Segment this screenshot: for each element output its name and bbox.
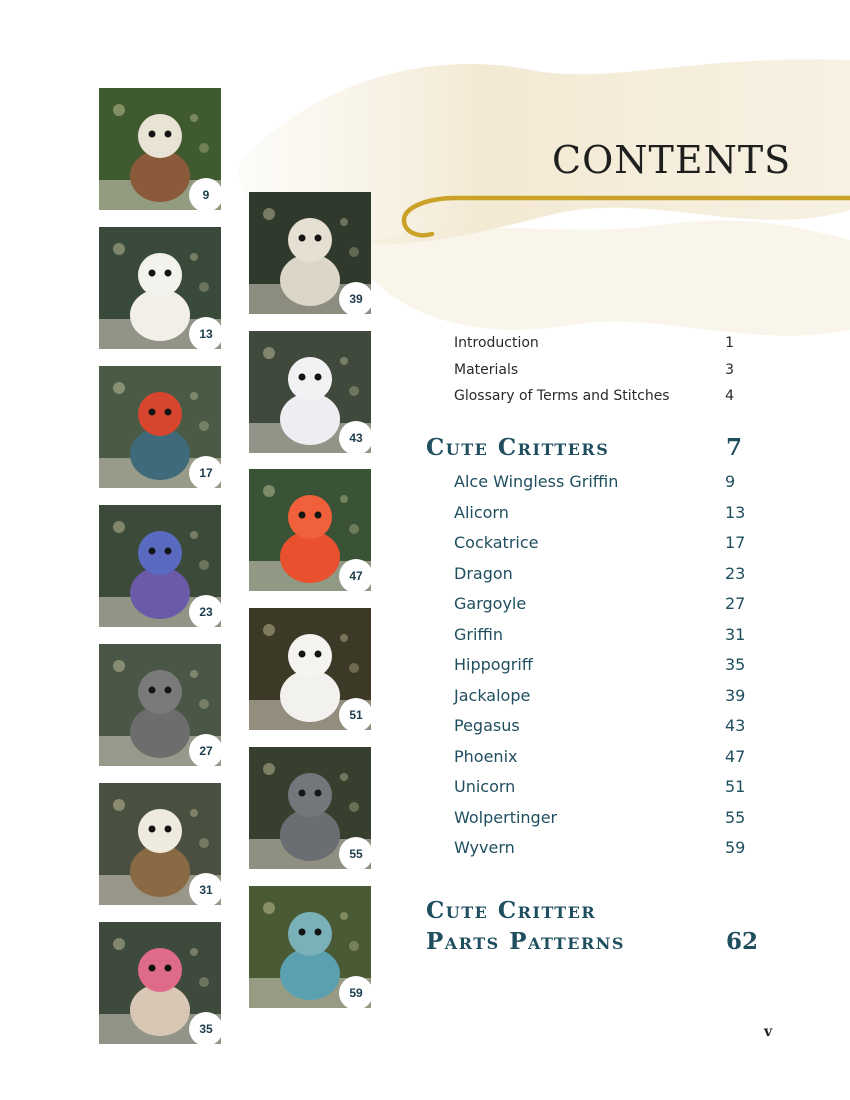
toc-page: 55 — [725, 807, 746, 827]
toc-page: 51 — [725, 777, 746, 796]
toc-entry[interactable] — [454, 808, 754, 839]
critter-thumbnail[interactable] — [99, 88, 221, 210]
toc-entry[interactable] — [454, 472, 754, 503]
toc-entry[interactable] — [454, 655, 754, 686]
critter-thumbnail[interactable] — [249, 608, 371, 730]
section-heading-parts-patterns[interactable] — [426, 895, 759, 957]
toc-label: Pegasus — [454, 716, 520, 735]
toc-page: 3 — [725, 361, 734, 378]
page-number-badge: 23 — [189, 595, 221, 627]
toc-page: 43 — [725, 716, 746, 735]
page-title: CONTENTS — [552, 138, 792, 182]
toc-label: Dragon — [454, 563, 513, 583]
gold-swoosh-decoration — [396, 190, 850, 250]
critter-thumbnail[interactable] — [99, 644, 221, 766]
section-heading-cute-critters[interactable] — [426, 434, 756, 461]
toc-entry[interactable] — [454, 564, 754, 595]
front-matter-list — [454, 335, 744, 415]
toc-row-materials[interactable] — [454, 362, 744, 389]
toc-label: Unicorn — [454, 777, 516, 796]
toc-label: Hippogriff — [454, 655, 533, 674]
page-number-badge: 47 — [339, 559, 371, 591]
critter-thumbnail[interactable] — [249, 331, 371, 453]
page-number-badge: 31 — [189, 873, 221, 905]
toc-label: Alce Wingless Griffin — [454, 472, 619, 491]
page-number-badge: 17 — [189, 456, 221, 488]
toc-row-glossary[interactable] — [454, 388, 744, 415]
page-number-badge: 59 — [339, 976, 371, 1008]
page-number-badge: 55 — [339, 837, 371, 869]
toc-page: 4 — [725, 388, 734, 404]
toc-label: Alicorn — [454, 502, 509, 522]
page-number-badge: 9 — [189, 178, 221, 210]
page-number-badge: 39 — [339, 282, 371, 314]
toc-label: Wolpertinger — [454, 807, 558, 827]
critter-thumbnail[interactable] — [249, 469, 371, 591]
toc-page: 1 — [725, 335, 734, 351]
page-folio: v — [764, 1024, 773, 1040]
toc-entry[interactable] — [454, 716, 754, 747]
toc-page: 23 — [725, 563, 746, 583]
toc-row-introduction[interactable] — [454, 335, 744, 362]
toc-label: Wyvern — [454, 838, 515, 857]
critter-thumbnail[interactable] — [99, 922, 221, 1044]
toc-page: 59 — [725, 838, 746, 857]
critter-thumbnail[interactable] — [249, 886, 371, 1008]
page-number-badge: 35 — [189, 1012, 221, 1044]
section-title-line1: Cute Critter — [426, 897, 597, 924]
critter-entries — [454, 472, 754, 869]
toc-entry[interactable] — [454, 686, 754, 717]
page-number-badge: 13 — [189, 317, 221, 349]
critter-thumbnail[interactable] — [99, 783, 221, 905]
toc-label: Introduction — [454, 335, 539, 351]
critter-thumbnail[interactable] — [99, 366, 221, 488]
section-title: Cute Critters — [426, 434, 610, 461]
toc-entry[interactable] — [454, 777, 754, 808]
toc-entry[interactable] — [454, 838, 754, 869]
toc-page: 17 — [725, 533, 746, 552]
toc-label: Phoenix — [454, 746, 518, 766]
toc-label: Jackalope — [454, 685, 531, 705]
toc-label: Materials — [454, 361, 519, 378]
toc-label: Cockatrice — [454, 533, 539, 552]
page-number-badge: 27 — [189, 734, 221, 766]
toc-page: 39 — [725, 685, 746, 705]
toc-page: 9 — [725, 472, 736, 491]
toc-entry[interactable] — [454, 533, 754, 564]
critter-thumbnail[interactable] — [99, 505, 221, 627]
toc-entry[interactable] — [454, 625, 754, 656]
toc-label: Griffin — [454, 624, 504, 644]
toc-entry[interactable] — [454, 503, 754, 534]
critter-thumbnail[interactable] — [249, 192, 371, 314]
toc-entry[interactable] — [454, 594, 754, 625]
section-page: 7 — [726, 434, 743, 461]
toc-page: 47 — [725, 746, 746, 766]
section-title-line2: Parts Patterns — [426, 928, 625, 955]
section-page: 62 — [726, 928, 759, 955]
critter-thumbnail[interactable] — [249, 747, 371, 869]
toc-page: 31 — [725, 624, 746, 644]
toc-page: 13 — [725, 502, 746, 522]
toc-page: 27 — [725, 594, 746, 613]
critter-thumbnail[interactable] — [99, 227, 221, 349]
toc-label: Gargoyle — [454, 594, 527, 613]
page-number-badge: 43 — [339, 421, 371, 453]
page-number-badge: 51 — [339, 698, 371, 730]
toc-page: 35 — [725, 655, 746, 674]
toc-entry[interactable] — [454, 747, 754, 778]
toc-label: Glossary of Terms and Stitches — [454, 388, 670, 404]
